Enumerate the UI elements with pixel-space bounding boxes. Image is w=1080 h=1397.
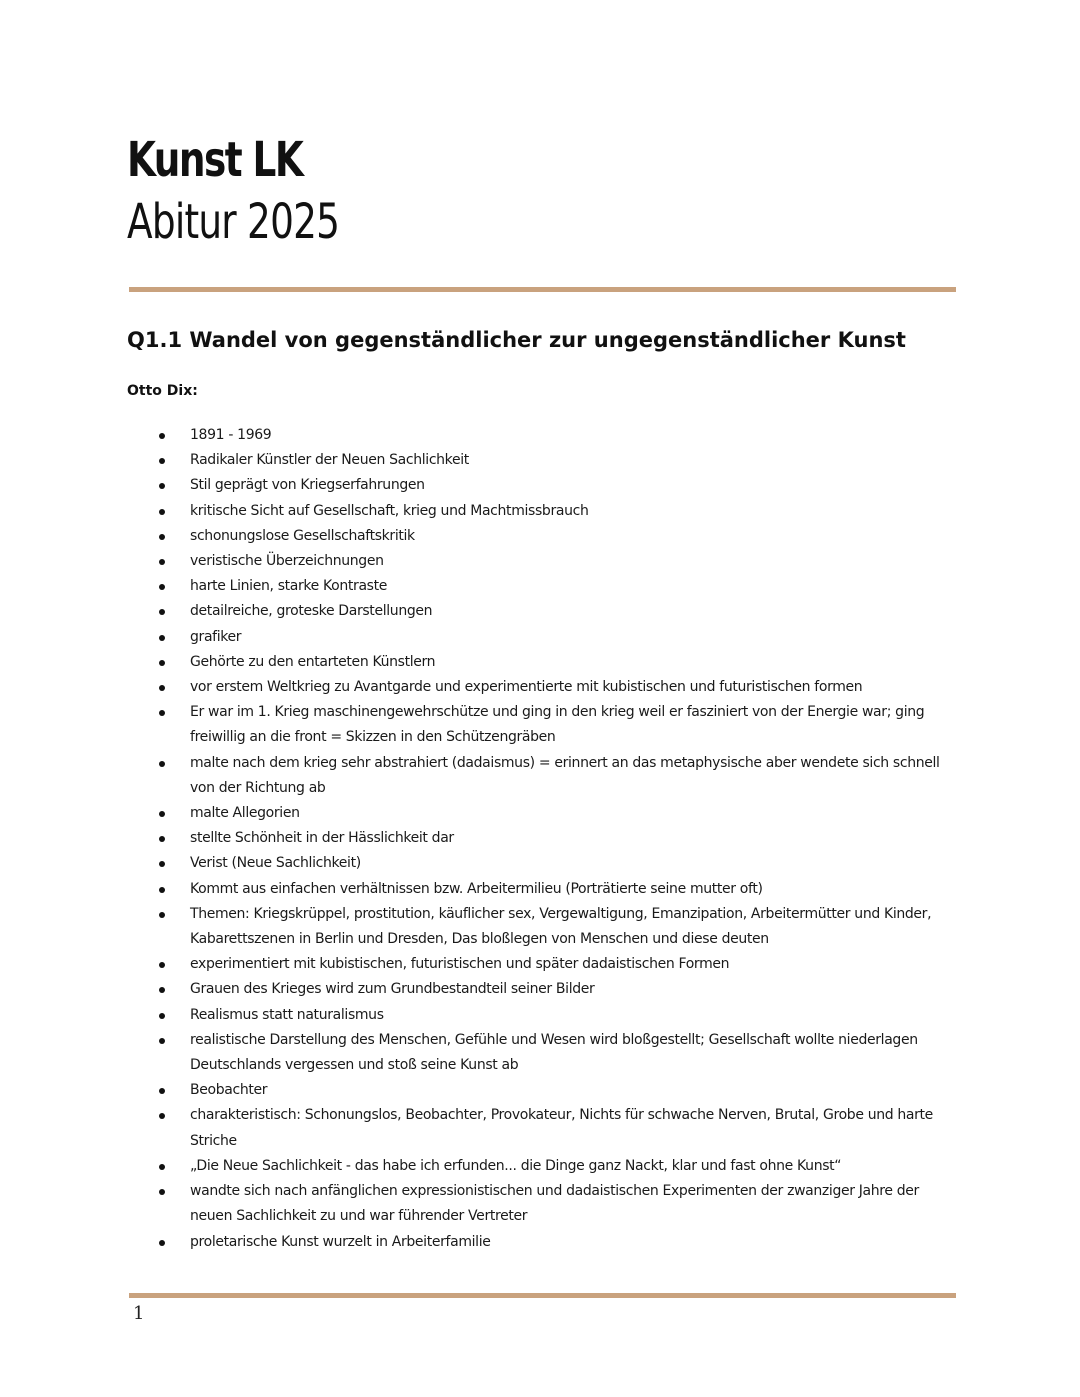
- list-item: kritische Sicht auf Gesellschaft, krieg und Machtmissbrauch: [190, 499, 960, 524]
- list-item: Verist (Neue Sachlichkeit): [190, 851, 960, 876]
- list-item: Kommt aus einfachen verhältnissen bzw. Arbeitermilieu (Porträtierte seine mutter oft): [190, 877, 960, 902]
- document-title: Kunst LK: [127, 132, 303, 188]
- list-item: vor erstem Weltkrieg zu Avantgarde und experimentierte mit kubistischen und futuristischen formen: [190, 675, 960, 700]
- list-item: Beobachter: [190, 1078, 960, 1103]
- list-item: schonungslose Gesellschaftskritik: [190, 524, 960, 549]
- list-item: Realismus statt naturalismus: [190, 1003, 960, 1028]
- list-item: Er war im 1. Krieg maschinengewehrschütze und ging in den krieg weil er fasziniert von der Energie war; ging freiwillig an die front = Skizzen in den Schützengräben: [190, 700, 960, 750]
- list-item: 1891 - 1969: [190, 423, 960, 448]
- page-number: 1: [133, 1303, 145, 1324]
- top-divider: [129, 287, 956, 292]
- list-item: wandte sich nach anfänglichen expressionistischen und dadaistischen Experimenten der zwanziger Jahre der neuen Sachlichkeit zu und war führender Vertreter: [190, 1179, 960, 1229]
- list-item: „Die Neue Sachlichkeit - das habe ich erfunden... die Dinge ganz Nackt, klar und fast ohne Kunst“: [190, 1154, 960, 1179]
- list-item: grafiker: [190, 625, 960, 650]
- bullet-list: [190, 423, 960, 1255]
- list-item: detailreiche, groteske Darstellungen: [190, 599, 960, 624]
- list-item: veristische Überzeichnungen: [190, 549, 960, 574]
- bottom-divider: [129, 1293, 956, 1298]
- section-heading: Q1.1 Wandel von gegenständlicher zur ungegenständlicher Kunst: [127, 328, 906, 352]
- list-item: malte Allegorien: [190, 801, 960, 826]
- subject-label: Otto Dix:: [127, 383, 198, 399]
- list-item: Gehörte zu den entarteten Künstlern: [190, 650, 960, 675]
- list-item: Grauen des Krieges wird zum Grundbestandteil seiner Bilder: [190, 977, 960, 1002]
- list-item: Radikaler Künstler der Neuen Sachlichkeit: [190, 448, 960, 473]
- list-item: Themen: Kriegskrüppel, prostitution, käuflicher sex, Vergewaltigung, Emanzipation, Arbeitermütter und Kinder, Kabarettszenen in Berlin und Dresden, Das bloßlegen von Menschen und diese deuten: [190, 902, 960, 952]
- list-item: harte Linien, starke Kontraste: [190, 574, 960, 599]
- list-item: malte nach dem krieg sehr abstrahiert (dadaismus) = erinnert an das metaphysische aber wendete sich schnell von der Richtung ab: [190, 751, 960, 801]
- list-item: stellte Schönheit in der Hässlichkeit dar: [190, 826, 960, 851]
- list-item: charakteristisch: Schonungslos, Beobachter, Provokateur, Nichts für schwache Nerven, Brutal, Grobe und harte Striche: [190, 1103, 960, 1153]
- document-subtitle: Abitur 2025: [127, 194, 340, 250]
- list-item: realistische Darstellung des Menschen, Gefühle und Wesen wird bloßgestellt; Gesellschaft wollte niederlagen Deutschlands vergessen und stoß seine Kunst ab: [190, 1028, 960, 1078]
- list-item: experimentiert mit kubistischen, futuristischen und später dadaistischen Formen: [190, 952, 960, 977]
- list-item: proletarische Kunst wurzelt in Arbeiterfamilie: [190, 1230, 960, 1255]
- list-item: Stil geprägt von Kriegserfahrungen: [190, 473, 960, 498]
